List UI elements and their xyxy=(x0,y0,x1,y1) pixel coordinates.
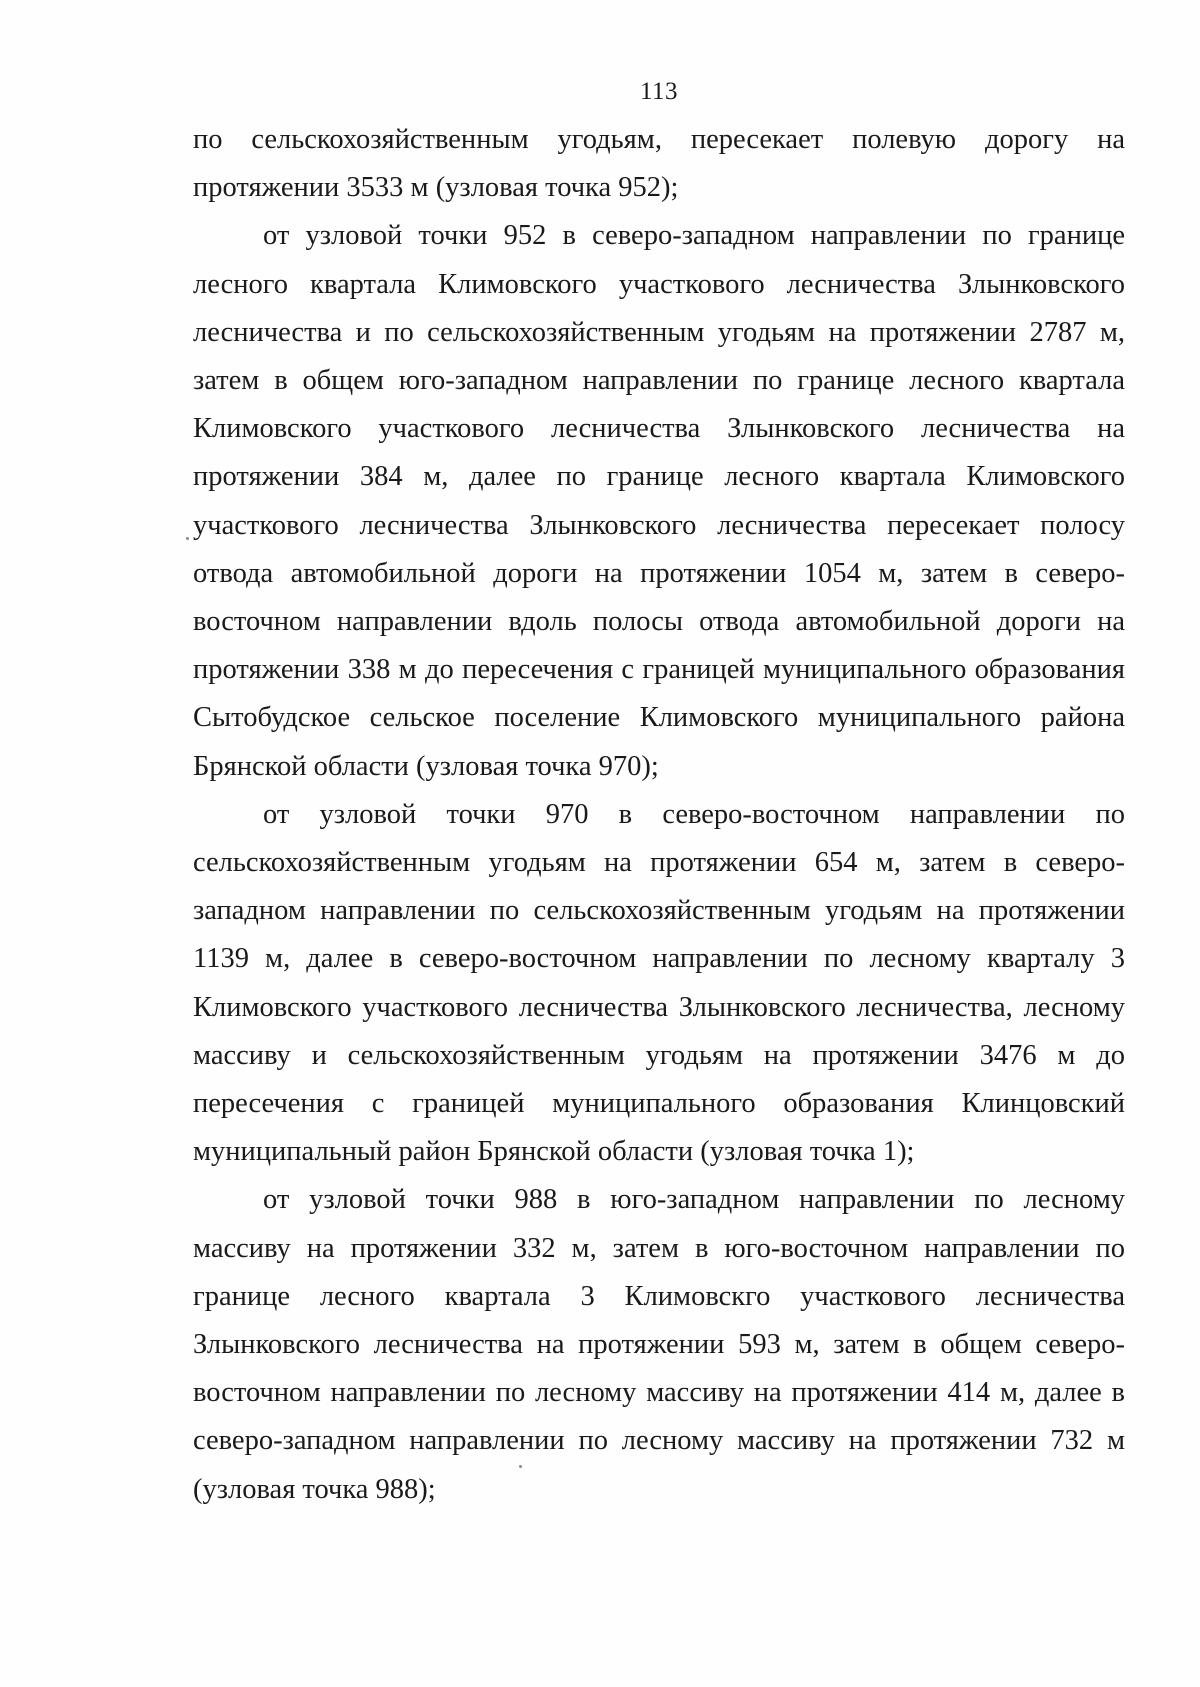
paragraph-988-to-988: от узловой точки 988 в юго-западном направлении по лесному массиву на протяжении 332 м, затем в юго-восточном направлении по границе лесного квартала 3 Климовскго участкового лесничества Злынковского лесничества на протяжении 593 м, затем в общем северо-восточном направлении по лесному массиву на протяжении 414 м, далее в северо-западном направлении по лесному массиву на протяжении 732 м (узловая точка 988); xyxy=(193,1184,1125,1505)
document-body xyxy=(193,116,1125,1514)
paragraph-970-to-1: от узловой точки 970 в северо-восточном направлении по сельскохозяйственным угодьям на протяжении 654 м, затем в северо-западном направлении по сельскохозяйственным угодьям на протяжении 1139 м, далее в северо-восточном направлении по лесному кварталу 3 Климовского участкового лесничества Злынковского лесничества, лесному массиву и сельскохозяйственным угодьям на протяжении 3476 м до пересечения с границей муниципального образования Клинцовский муниципальный район Брянской области (узловая точка 1); xyxy=(193,798,1125,1168)
page-number: 113 xyxy=(639,78,679,105)
scan-speck xyxy=(186,537,189,540)
paragraph-continuation: по сельскохозяйственным угодьям, пересекает полевую дорогу на протяжении 3533 м (узловая точка 952); xyxy=(193,124,1125,204)
scan-speck xyxy=(519,1465,522,1468)
paragraph-952-to-970: от узловой точки 952 в северо-западном направлении по границе лесного квартала Климовского участкового лесничества Злынковского лесничества и по сельскохозяйственным угодьям на протяжении 2787 м, затем в общем юго-западном направлении по границе лесного квартала Климовского участкового лесничества Злынковского лесничества на протяжении 384 м, далее по границе лесного квартала Климовского участкового лесничества Злынковского лесничества пересекает полосу отвода автомобильной дороги на протяжении 1054 м, затем в северо-восточном направлении вдоль полосы отвода автомобильной дороги на протяжении 338 м до пересечения с границей муниципального образования Сытобудское сельское поселение Климовского муниципального района Брянской области (узловая точка 970); xyxy=(193,220,1125,782)
